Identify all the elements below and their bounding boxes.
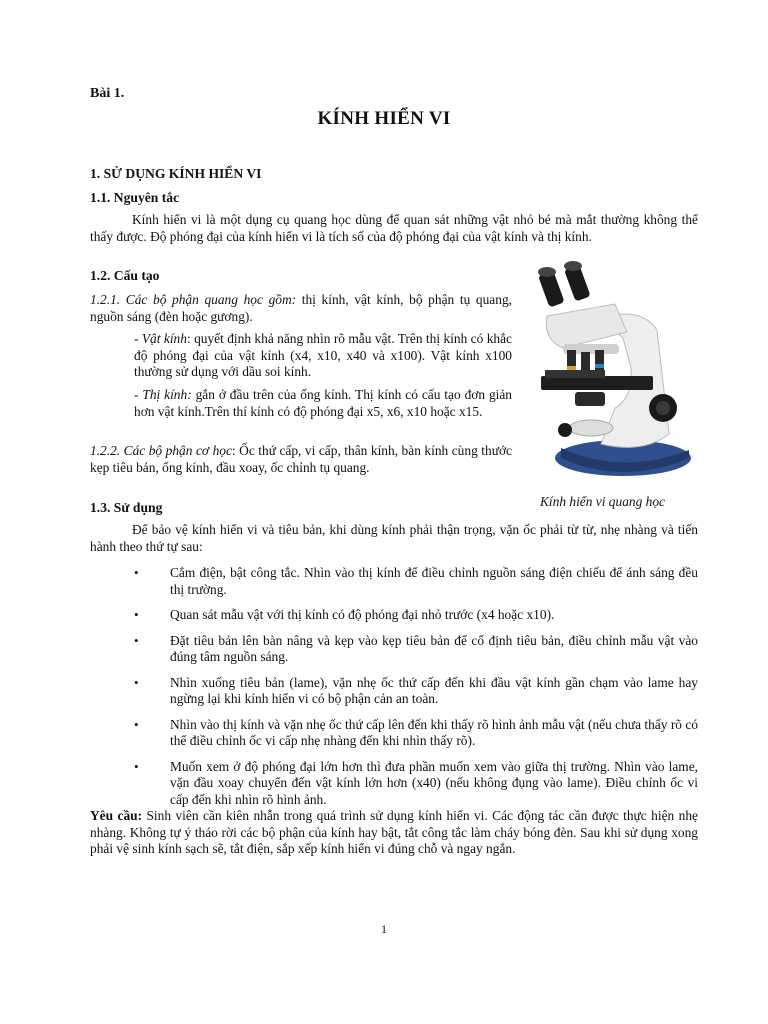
requirement-paragraph	[90, 808, 698, 858]
bullet: •	[134, 607, 139, 622]
objective-paragraph	[134, 331, 512, 381]
objective-dash: -	[134, 331, 142, 346]
microscope-stage	[541, 376, 653, 390]
microscope-image	[523, 258, 693, 484]
section-1-3-intro: Để bảo vệ kính hiển vi và tiêu bản, khi dùng kính phải thận trọng, vặn ốc phải từ từ, nhẹ nhàng và tiến hành theo thứ tự sau:	[90, 522, 698, 554]
bullet: •	[134, 565, 139, 580]
eyepieces	[538, 261, 591, 308]
section-1-1-heading: 1.1. Nguyên tắc	[90, 190, 180, 205]
section-1-2-2-paragraph	[90, 443, 512, 476]
step-text: Nhìn vào thị kính và vặn nhẹ ốc thứ cấp lên đến khi thấy rõ hình ảnh mẫu vật (nếu chưa thấy rõ có thể điều chỉnh ốc vi cấp nhẹ nhàng đến khi nhìn thấy rõ).	[170, 716, 698, 748]
mechanical-parts-label: 1.2.2. Các bộ phận cơ học	[90, 443, 232, 458]
mechanical-parts-text: : Ốc thứ cấp, vi cấp, thân kính, bàn kính cùng thước kẹp tiêu bản, ống kính, đầu xoay, ốc chỉnh tụ quang.	[90, 443, 512, 475]
section1-heading: 1. SỬ DỤNG KÍNH HIỂN VI	[90, 166, 262, 181]
step-text: Muốn xem ở độ phóng đại lớn hơn thì đưa phần muốn xem vào giữa thị trường. Nhìn vào lame, vặn đầu xoay chuyển đến vật kính lớn hơn (x40) (nếu không đụng vào lame). Điều chỉnh ốc vi cấp đến khi nhìn rõ hình ảnh.	[170, 758, 698, 807]
usage-steps-list	[134, 565, 698, 817]
step-text: Đặt tiêu bản lên bàn nâng và kẹp vào kẹp tiêu bản để cố định tiêu bản, điều chỉnh mẫu vật vào đúng tâm nguồn sáng.	[170, 632, 698, 664]
page-title: KÍNH HIỂN VI	[317, 108, 451, 129]
list-item	[134, 633, 698, 666]
step-text: Nhìn xuống tiêu bản (lame), vặn nhẹ ốc thứ cấp đến khi đầu vật kính gần chạm vào lame hay ngừng lại khi kính hiển vi có bộ phận cản an toàn.	[170, 674, 698, 706]
list-item	[134, 675, 698, 708]
section-1-2-heading: 1.2. Cấu tạo	[90, 268, 160, 283]
requirement-text: Sinh viên cần kiên nhẫn trong quá trình sử dụng kính hiển vi. Các động tác cần được thực hiện nhẹ nhàng. Không tự ý tháo rời các bộ phận của kính hay bật, tắt công tắc làm cháy bóng đèn. Sau khi sử dụng xong phải vệ sinh kính sạch sẽ, tắt điện, sắp xếp kính hiển vi đúng chỗ và ngay ngắn.	[90, 808, 698, 856]
figure-caption: Kính hiển vi quang học	[540, 494, 665, 509]
step-text: Cắm điện, bật công tắc. Nhìn vào thị kính để điều chỉnh nguồn sáng điện chiếu để ánh sáng đều thị trường.	[170, 565, 698, 597]
objective-text: : quyết định khả năng nhìn rõ mẫu vật. Trên thị kính có khắc độ phóng đại của vật kính (x4, x10, x40 và x100). Vật kính x100 thường sử dụng với dầu soi kính.	[134, 331, 512, 379]
objective-label: Vật kính	[141, 331, 187, 346]
eyepiece-text: gắn ở đầu trên của ống kính. Thị kính có cấu tạo đơn giản hơn vật kính.Trên thí kính có độ phóng đại x5, x6, x10 hoặc x15.	[134, 387, 513, 419]
list-item	[134, 607, 698, 624]
section-1-1-paragraph: Kính hiển vi là một dụng cụ quang học dùng để quan sát những vật nhỏ bé mà mắt thường không thể thấy được. Độ phóng đại của kính hiển vi là tích số của độ phóng đại của vật kính và thị kính.	[90, 212, 698, 244]
step-text: Quan sát mẫu vật với thị kính có độ phóng đại nhỏ trước (x4 hoặc x10).	[170, 607, 555, 622]
lesson-label: Bài 1.	[90, 86, 125, 101]
optical-parts-label: 1.2.1. Các bộ phận quang học gồm:	[90, 292, 297, 307]
page-number: 1	[381, 922, 387, 936]
optical-parts-text: thị kính, vật kính, bộ phận tụ quang, nguồn sáng (đèn hoặc gương).	[90, 292, 512, 324]
section-1-3-heading: 1.3. Sử dụng	[90, 500, 163, 515]
list-item	[134, 565, 698, 598]
eyepiece-dash: -	[134, 387, 143, 402]
bullet: •	[134, 758, 139, 774]
requirement-label: Yêu cầu:	[90, 808, 143, 823]
list-item	[134, 717, 698, 750]
bullet: •	[134, 716, 139, 732]
microscope-head	[546, 304, 627, 348]
section-1-2-1-paragraph	[90, 292, 512, 325]
bullet: •	[134, 674, 139, 690]
bullet: •	[134, 632, 139, 648]
list-item	[134, 759, 698, 809]
eyepiece-label: Thị kính:	[142, 387, 192, 402]
eyepiece-paragraph	[134, 387, 512, 420]
